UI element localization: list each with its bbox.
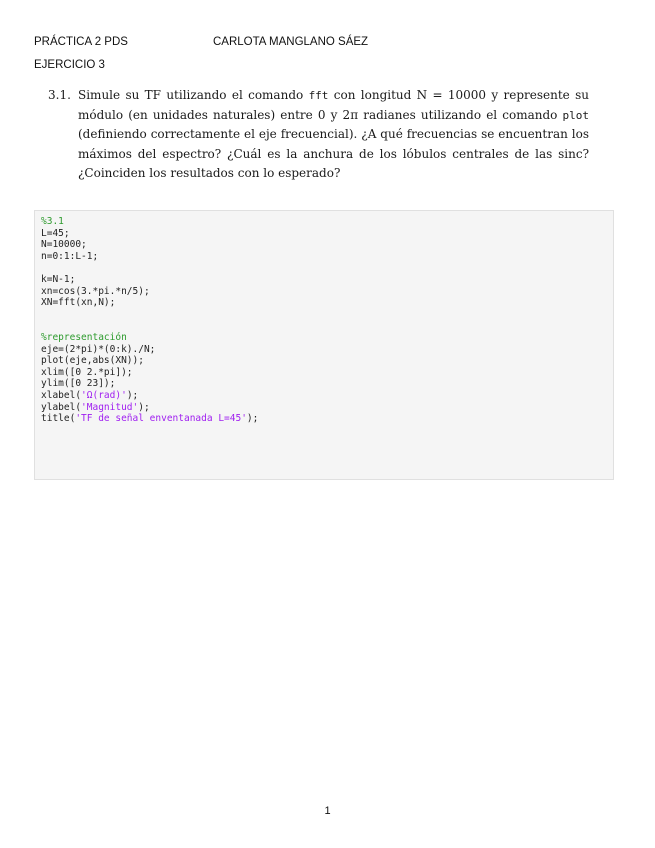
exercise-heading: EJERCICIO 3 bbox=[34, 59, 105, 71]
code-line: XN=fft(xn,N); bbox=[41, 297, 116, 309]
code-string: 'Magnitud' bbox=[81, 401, 139, 413]
code-line: eje=(2*pi)*(0:k)./N; bbox=[41, 343, 156, 355]
page-header bbox=[34, 36, 369, 48]
plot-command: plot bbox=[562, 108, 589, 122]
code-blank-line bbox=[41, 309, 607, 321]
code-token: ); bbox=[138, 401, 150, 413]
code-comment: %representación bbox=[41, 331, 127, 343]
question-text-part-3: (definiendo correctamente el eje frecuencial). ¿A qué frecuencias se encuentran los máximos del espectro? ¿Cuál es la anchura de los lóbulos centrales de las sinc? ¿Coinciden los resultados con lo esperado? bbox=[78, 127, 589, 180]
code-line: N=10000; bbox=[41, 239, 87, 251]
code-line bbox=[41, 402, 607, 414]
code-line bbox=[41, 413, 607, 425]
code-token: title( bbox=[41, 413, 76, 425]
question-number: 3.1. bbox=[48, 88, 71, 102]
code-line bbox=[41, 390, 607, 402]
code-token: ); bbox=[126, 389, 139, 401]
code-blank-line bbox=[41, 262, 607, 274]
code-comment: %3.1 bbox=[41, 216, 64, 227]
fft-command: fft bbox=[308, 89, 329, 102]
code-token: ylabel( bbox=[41, 401, 82, 413]
course-title: PRÁCTICA 2 PDS bbox=[34, 36, 128, 48]
code-line: xn=cos(3.*pi.*n/5); bbox=[41, 285, 150, 297]
code-line: plot(eje,abs(XN)); bbox=[41, 355, 144, 367]
code-token: ); bbox=[246, 413, 259, 425]
code-block bbox=[34, 210, 614, 480]
question-block bbox=[48, 86, 589, 184]
question-text bbox=[78, 86, 589, 184]
code-line: n=0:1:L-1; bbox=[41, 250, 99, 262]
code-blank-line bbox=[41, 320, 607, 332]
code-line: ylim([0 23]); bbox=[41, 378, 116, 390]
code-line: k=N-1; bbox=[41, 273, 76, 285]
page-number: 1 bbox=[324, 805, 331, 817]
code-line: xlim([0 2.*pi]); bbox=[41, 366, 133, 378]
code-token: xlabel( bbox=[41, 389, 82, 401]
code-line: L=45; bbox=[41, 227, 70, 239]
question-text-part-1: Simule su TF utilizando el comando bbox=[78, 88, 309, 102]
author-name: CARLOTA MANGLANO SÁEZ bbox=[213, 36, 369, 48]
code-string: 'Ω(rad)' bbox=[81, 389, 127, 401]
code-string: 'TF de señal enventanada L=45' bbox=[75, 413, 247, 425]
question-text-part-2: con longitud N = 10000 y represente su módulo (en unidades naturales) entre 0 y 2π radianes utilizando el comando bbox=[78, 88, 589, 122]
